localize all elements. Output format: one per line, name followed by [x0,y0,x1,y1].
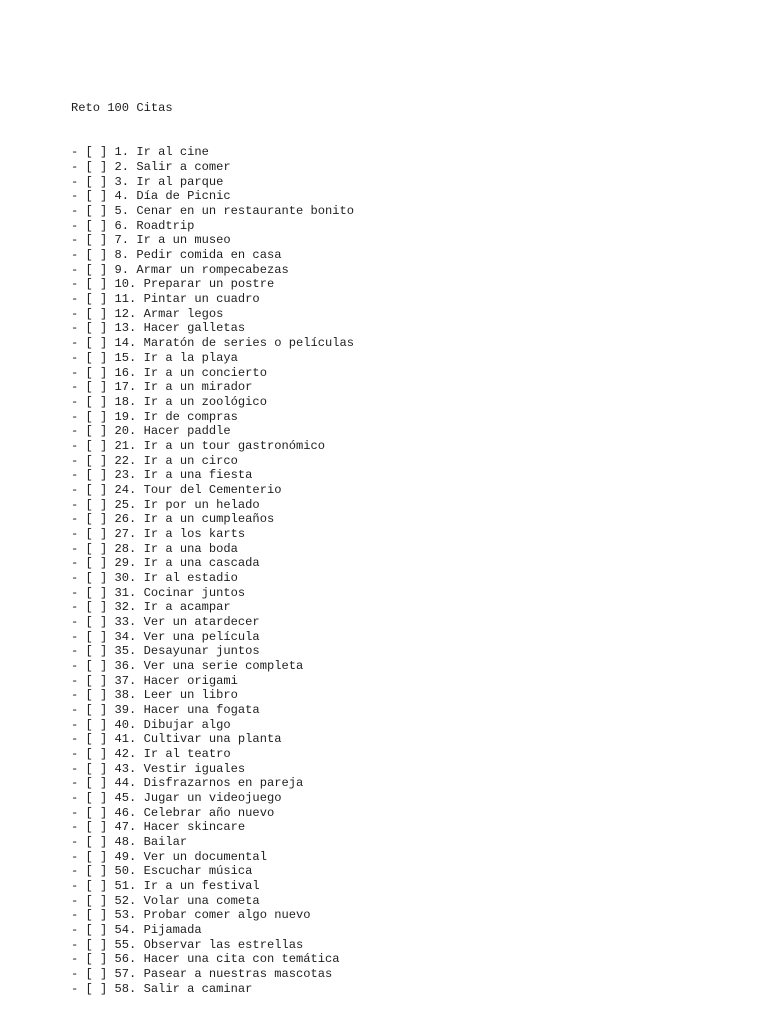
checklist-item: - [ ] 39. Hacer una fogata [71,702,260,717]
checklist-item: - [ ] 28. Ir a una boda [71,541,238,556]
checklist-item: - [ ] 53. Probar comer algo nuevo [71,908,311,923]
checklist-item: - [ ] 2. Salir a comer [71,160,231,175]
checklist-item: - [ ] 38. Leer un libro [71,688,238,703]
checklist-item: - [ ] 12. Armar legos [71,306,224,321]
checklist-item: - [ ] 56. Hacer una cita con temática [71,952,340,967]
checklist-item: - [ ] 14. Maratón de series o películas [71,336,355,351]
checklist-item: - [ ] 4. Día de Picnic [71,189,231,204]
checklist-item: - [ ] 21. Ir a un tour gastronómico [71,438,326,453]
checklist-item: - [ ] 34. Ver una película [71,629,260,644]
checklist-item: - [ ] 18. Ir a un zoológico [71,394,267,409]
checklist-item: - [ ] 8. Pedir comida en casa [71,248,282,263]
checklist-item: - [ ] 29. Ir a una cascada [71,556,260,571]
checklist-item: - [ ] 41. Cultivar una planta [71,732,282,747]
checklist-item: - [ ] 37. Hacer origami [71,673,238,688]
checklist-item: - [ ] 50. Escuchar música [71,864,253,879]
checklist-item: - [ ] 49. Ver un documental [71,849,267,864]
checklist-item: - [ ] 5. Cenar en un restaurante bonito [71,204,355,219]
checklist-item: - [ ] 32. Ir a acampar [71,600,231,615]
checklist-item: - [ ] 52. Volar una cometa [71,893,260,908]
checklist-item: - [ ] 30. Ir al estadio [71,570,238,585]
checklist-item: - [ ] 11. Pintar un cuadro [71,292,260,307]
checklist [71,145,751,996]
checklist-item: - [ ] 58. Salir a caminar [71,981,253,996]
checklist-item: - [ ] 31. Cocinar juntos [71,585,246,600]
checklist-item: - [ ] 6. Roadtrip [71,218,195,233]
checklist-item: - [ ] 36. Ver una serie completa [71,658,304,673]
document-title: Reto 100 Citas [71,101,173,116]
checklist-item: - [ ] 45. Jugar un videojuego [71,790,282,805]
checklist-item: - [ ] 7. Ir a un museo [71,233,231,248]
document-body [71,72,751,1011]
checklist-item: - [ ] 27. Ir a los karts [71,526,246,541]
checklist-item: - [ ] 47. Hacer skincare [71,820,246,835]
checklist-item: - [ ] 42. Ir al teatro [71,746,231,761]
checklist-item: - [ ] 54. Pijamada [71,923,202,938]
checklist-item: - [ ] 51. Ir a un festival [71,879,260,894]
checklist-item: - [ ] 20. Hacer paddle [71,424,231,439]
checklist-item: - [ ] 46. Celebrar año nuevo [71,805,275,820]
checklist-item: - [ ] 25. Ir por un helado [71,497,260,512]
checklist-item: - [ ] 35. Desayunar juntos [71,644,260,659]
checklist-item: - [ ] 40. Dibujar algo [71,717,231,732]
checklist-item: - [ ] 3. Ir al parque [71,174,224,189]
checklist-item: - [ ] 33. Ver un atardecer [71,614,260,629]
checklist-item: - [ ] 43. Vestir iguales [71,761,246,776]
checklist-item: - [ ] 9. Armar un rompecabezas [71,262,289,277]
checklist-item: - [ ] 48. Bailar [71,835,188,849]
checklist-item: - [ ] 23. Ir a una fiesta [71,468,253,483]
checklist-item: - [ ] 57. Pasear a nuestras mascotas [71,967,333,982]
checklist-item: - [ ] 24. Tour del Cementerio [71,482,282,497]
checklist-item: - [ ] 26. Ir a un cumpleaños [71,512,275,527]
checklist-item: - [ ] 55. Observar las estrellas [71,937,304,952]
checklist-item: - [ ] 19. Ir de compras [71,409,238,424]
checklist-item: - [ ] 22. Ir a un circo [71,453,238,468]
checklist-item: - [ ] 13. Hacer galletas [71,321,246,336]
checklist-item: - [ ] 44. Disfrazarnos en pareja [71,776,304,791]
checklist-item: - [ ] 10. Preparar un postre [71,277,275,292]
checklist-item: - [ ] 1. Ir al cine [71,145,209,160]
checklist-item: - [ ] 16. Ir a un concierto [71,365,267,380]
checklist-item: - [ ] 15. Ir a la playa [71,350,238,365]
checklist-item: - [ ] 17. Ir a un mirador [71,380,253,395]
